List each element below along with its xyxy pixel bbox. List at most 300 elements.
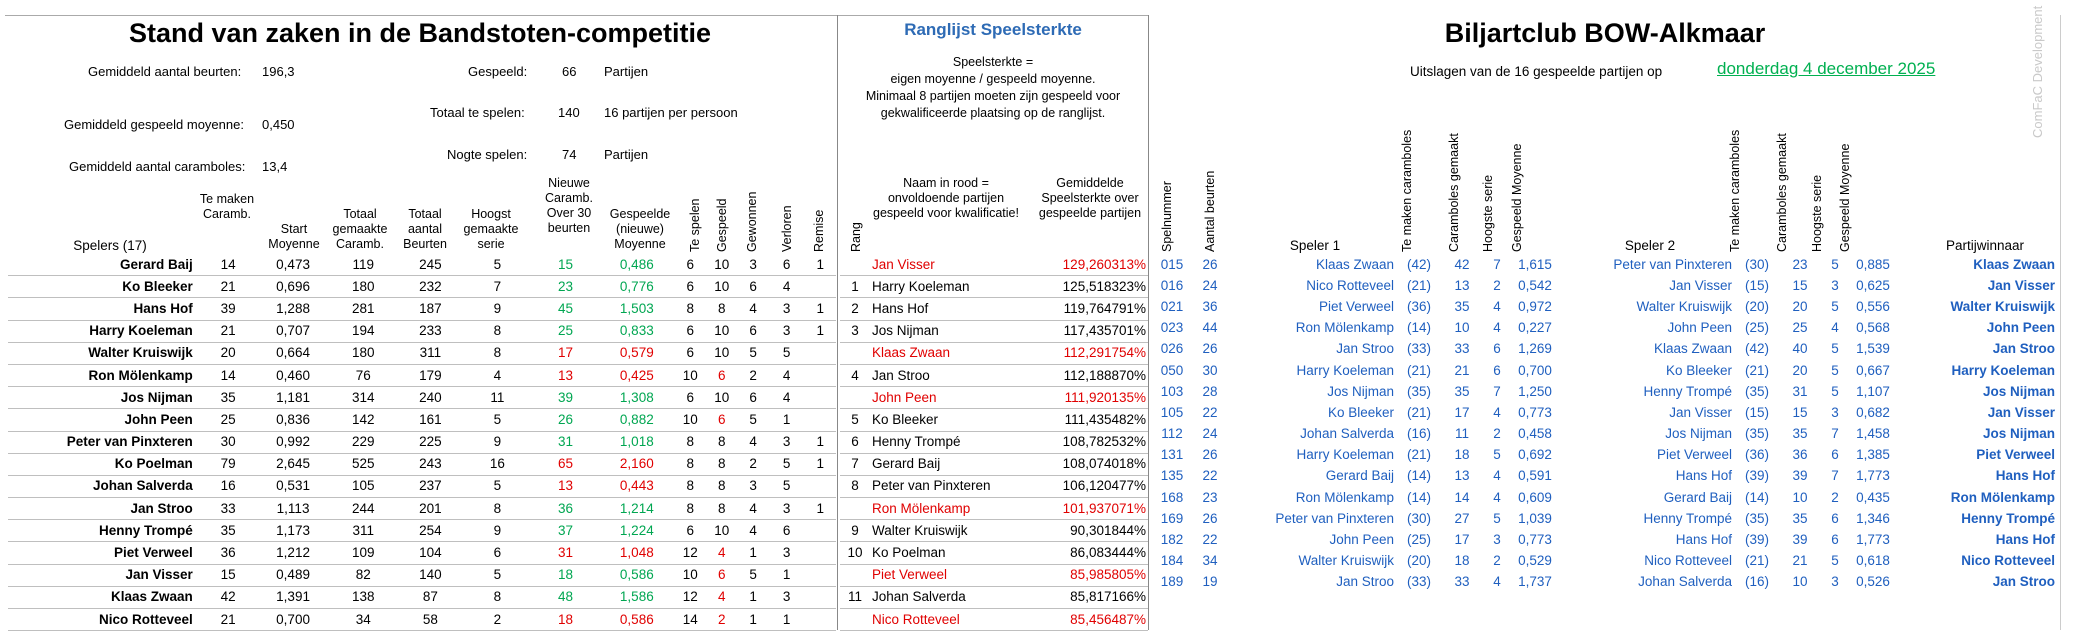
gespeelde-moyenne-cell: 1,503 bbox=[599, 298, 674, 320]
ranking-name: Johan Salverda bbox=[870, 586, 1020, 608]
te-maken1-cell: (36) bbox=[1406, 298, 1431, 314]
avg-moy-label: Gemiddeld gespeeld moyenne: bbox=[64, 117, 244, 132]
gemaakt1-cell: 17 bbox=[1454, 532, 1470, 548]
te-maken2-cell: (39) bbox=[1744, 468, 1769, 484]
player-name: Gerard Baij bbox=[8, 254, 199, 276]
spelnummer-cell: 105 bbox=[1160, 404, 1184, 420]
speler1-cell: Ron Mölenkamp bbox=[1295, 489, 1394, 505]
watermark: ComFaC Development bbox=[2030, 5, 2045, 138]
ranking-name: Harry Koeleman bbox=[870, 276, 1020, 298]
hdr-remise: Remise bbox=[812, 209, 826, 252]
moyenne1-cell: 0,529 bbox=[1518, 553, 1552, 569]
speelsterkte-cell: 108,074018% bbox=[1020, 453, 1148, 475]
avg-turns-value: 196,3 bbox=[262, 64, 295, 79]
te-maken-cell: 35 bbox=[199, 520, 258, 542]
remise-cell bbox=[804, 276, 836, 298]
hdr-gem1: Caramboles gemaakt bbox=[1447, 133, 1461, 252]
verloren-cell: 1 bbox=[769, 409, 805, 431]
totaal-car-cell: 314 bbox=[329, 387, 398, 409]
gespeelde-moyenne-cell: 0,586 bbox=[599, 609, 674, 631]
ranking-row bbox=[840, 498, 1148, 520]
remise-cell bbox=[804, 409, 836, 431]
hoogste-serie2-cell: 3 bbox=[1831, 277, 1839, 293]
gespeeld-cell: 10 bbox=[706, 520, 737, 542]
totaal-beurten-cell: 237 bbox=[398, 475, 463, 497]
player-name: Henny Trompé bbox=[8, 520, 199, 542]
result-row bbox=[1152, 360, 2057, 381]
player-name: Klaas Zwaan bbox=[8, 586, 199, 608]
hdr-winnaar: Partijwinnaar bbox=[1945, 238, 2025, 253]
hoogste-serie2-cell: 3 bbox=[1831, 574, 1839, 590]
moyenne2-cell: 1,346 bbox=[1856, 510, 1890, 526]
gemaakt1-cell: 14 bbox=[1454, 489, 1470, 505]
gespeeld-cell: 6 bbox=[706, 564, 737, 586]
gewonnen-cell: 1 bbox=[737, 586, 768, 608]
ranking-name: Hans Hof bbox=[870, 298, 1020, 320]
hdr-hoogst: Hoogst gemaakte serie bbox=[463, 207, 519, 251]
hoogst-serie-cell: 16 bbox=[463, 453, 532, 475]
table-row bbox=[8, 586, 836, 608]
totaal-beurten-cell: 187 bbox=[398, 298, 463, 320]
gespeelde-moyenne-cell: 2,160 bbox=[599, 453, 674, 475]
start-moyenne-cell: 2,645 bbox=[257, 453, 328, 475]
gespeeld-cell: 8 bbox=[706, 298, 737, 320]
te-spelen-cell: 10 bbox=[675, 364, 706, 386]
table-row bbox=[8, 254, 836, 276]
gespeeld-cell: 2 bbox=[706, 609, 737, 631]
player-name: Peter van Pinxteren bbox=[8, 431, 199, 453]
nieuwe-caramb-cell: 13 bbox=[532, 475, 599, 497]
ranking-row bbox=[840, 475, 1148, 497]
beurten-cell: 23 bbox=[1202, 489, 1218, 505]
ranking-row bbox=[840, 276, 1148, 298]
moyenne1-cell: 1,737 bbox=[1518, 574, 1552, 590]
hoogst-serie-cell: 6 bbox=[463, 542, 532, 564]
hdr-players: Spelers (17) bbox=[73, 238, 147, 253]
nieuwe-caramb-cell: 23 bbox=[532, 276, 599, 298]
ranking-name: Klaas Zwaan bbox=[870, 342, 1020, 364]
totaal-car-cell: 82 bbox=[329, 564, 398, 586]
hdr-speler2: Speler 2 bbox=[1624, 238, 1676, 253]
avg-turns-label: Gemiddeld aantal beurten: bbox=[88, 64, 242, 79]
player-name: Jan Stroo bbox=[8, 498, 199, 520]
verloren-cell: 5 bbox=[769, 342, 805, 364]
speelsterkte-cell: 125,518323% bbox=[1020, 276, 1148, 298]
ranking-name: Nico Rotteveel bbox=[870, 609, 1020, 631]
moyenne1-cell: 1,269 bbox=[1518, 341, 1552, 357]
hoogste-serie2-cell: 7 bbox=[1831, 468, 1839, 484]
result-row bbox=[1152, 572, 2057, 593]
hoogste-serie2-cell: 2 bbox=[1831, 489, 1839, 505]
remise-cell: 1 bbox=[804, 298, 836, 320]
hoogste-serie2-cell: 5 bbox=[1831, 362, 1839, 378]
start-moyenne-cell: 0,531 bbox=[257, 475, 328, 497]
gespeelde-moyenne-cell: 0,833 bbox=[599, 320, 674, 342]
start-moyenne-cell: 1,288 bbox=[257, 298, 328, 320]
speler2-cell: Jos Nijman bbox=[1665, 426, 1732, 442]
remise-cell: 1 bbox=[804, 453, 836, 475]
ranking-table bbox=[840, 254, 1148, 631]
speler1-cell: Jan Stroo bbox=[1336, 574, 1394, 590]
gemaakt2-cell: 25 bbox=[1792, 320, 1808, 336]
verloren-cell: 1 bbox=[769, 564, 805, 586]
hoogst-serie-cell: 4 bbox=[463, 364, 532, 386]
speler1-cell: Harry Koeleman bbox=[1296, 362, 1394, 378]
hdr-verloren: Verloren bbox=[780, 205, 794, 252]
start-moyenne-cell: 0,460 bbox=[257, 364, 328, 386]
te-spelen-cell: 8 bbox=[675, 298, 706, 320]
table-row bbox=[8, 387, 836, 409]
moyenne1-cell: 0,773 bbox=[1518, 532, 1552, 548]
start-moyenne-cell: 0,700 bbox=[257, 609, 328, 631]
gewonnen-cell: 1 bbox=[737, 542, 768, 564]
desc-line: Minimaal 8 partijen moeten zijn gespeeld voor bbox=[865, 89, 1121, 103]
speler1-cell: Walter Kruiswijk bbox=[1298, 553, 1394, 569]
spelnummer-cell: 026 bbox=[1160, 341, 1184, 357]
desc-line: Speelsterkte = bbox=[952, 55, 1034, 69]
gemaakt1-cell: 11 bbox=[1454, 426, 1469, 442]
nieuwe-caramb-cell: 15 bbox=[532, 254, 599, 276]
divider-right bbox=[1148, 15, 1149, 630]
speler2-cell: Johan Salverda bbox=[1638, 574, 1732, 590]
remise-cell bbox=[804, 609, 836, 631]
ranking-row bbox=[840, 586, 1148, 608]
results-date-link[interactable]: donderdag 4 december 2025 bbox=[1717, 59, 1936, 78]
total-value: 140 bbox=[558, 105, 580, 120]
remise-cell: 1 bbox=[804, 320, 836, 342]
remise-cell: 1 bbox=[804, 498, 836, 520]
gewonnen-cell: 6 bbox=[737, 320, 768, 342]
result-row bbox=[1152, 296, 2057, 317]
hoogste-serie1-cell: 4 bbox=[1493, 468, 1501, 484]
result-row bbox=[1152, 318, 2057, 339]
ranking-name: Jos Nijman bbox=[870, 320, 1020, 342]
spelnummer-cell: 021 bbox=[1160, 298, 1184, 314]
te-maken1-cell: (14) bbox=[1406, 320, 1431, 336]
totaal-car-cell: 180 bbox=[329, 342, 398, 364]
gewonnen-cell: 3 bbox=[737, 254, 768, 276]
ranking-row bbox=[840, 254, 1148, 276]
gewonnen-cell: 5 bbox=[737, 342, 768, 364]
beurten-cell: 28 bbox=[1202, 383, 1218, 399]
totaal-car-cell: 109 bbox=[329, 542, 398, 564]
remise-cell bbox=[804, 342, 836, 364]
rang-cell bbox=[840, 254, 870, 276]
spelnummer-cell: 015 bbox=[1160, 256, 1184, 272]
ranking-row bbox=[840, 431, 1148, 453]
moyenne2-cell: 1,773 bbox=[1856, 468, 1890, 484]
hoogste-serie2-cell: 6 bbox=[1831, 447, 1839, 463]
rang-cell: 9 bbox=[840, 520, 870, 542]
remain-label: Nogte spelen: bbox=[447, 147, 528, 162]
hdr-te2: Te maken caramboles bbox=[1728, 129, 1742, 252]
te-maken-cell: 14 bbox=[199, 364, 258, 386]
te-maken-cell: 15 bbox=[199, 564, 258, 586]
desc-line: gekwalificeerde plaatsing op de ranglijst. bbox=[880, 106, 1106, 120]
totaal-beurten-cell: 254 bbox=[398, 520, 463, 542]
hoogst-serie-cell: 5 bbox=[463, 564, 532, 586]
totaal-car-cell: 76 bbox=[329, 364, 398, 386]
totaal-car-cell: 244 bbox=[329, 498, 398, 520]
te-maken-cell: 33 bbox=[199, 498, 258, 520]
remise-cell: 1 bbox=[804, 254, 836, 276]
player-name: Walter Kruiswijk bbox=[8, 342, 199, 364]
gespeeld-cell: 8 bbox=[706, 453, 737, 475]
hoogst-serie-cell: 9 bbox=[463, 298, 532, 320]
avg-car-label: Gemiddeld aantal caramboles: bbox=[69, 159, 246, 174]
te-spelen-cell: 14 bbox=[675, 609, 706, 631]
desc-line: eigen moyenne / gespeeld moyenne. bbox=[890, 72, 1096, 86]
totaal-beurten-cell: 201 bbox=[398, 498, 463, 520]
verloren-cell: 5 bbox=[769, 475, 805, 497]
gespeeld-cell: 10 bbox=[706, 342, 737, 364]
avg-car-value: 13,4 bbox=[262, 159, 288, 174]
te-maken-cell: 42 bbox=[199, 586, 258, 608]
player-name: Ko Bleeker bbox=[8, 276, 199, 298]
speler2-cell: Nico Rotteveel bbox=[1644, 553, 1732, 569]
verloren-cell: 4 bbox=[769, 387, 805, 409]
beurten-cell: 44 bbox=[1202, 320, 1218, 336]
gemaakt2-cell: 35 bbox=[1792, 510, 1808, 526]
ranking-desc bbox=[838, 54, 1148, 122]
gespeelde-moyenne-cell: 1,214 bbox=[599, 498, 674, 520]
totaal-beurten-cell: 58 bbox=[398, 609, 463, 631]
start-moyenne-cell: 1,212 bbox=[257, 542, 328, 564]
te-maken-cell: 21 bbox=[199, 609, 258, 631]
hoogste-serie1-cell: 7 bbox=[1493, 383, 1501, 399]
hoogste-serie2-cell: 5 bbox=[1831, 298, 1839, 314]
gemaakt1-cell: 33 bbox=[1454, 341, 1470, 357]
hdr-moy2: Gespeeld Moyenne bbox=[1838, 143, 1852, 252]
moyenne2-cell: 0,667 bbox=[1856, 362, 1890, 378]
rang-cell: 3 bbox=[840, 320, 870, 342]
te-maken1-cell: (21) bbox=[1406, 277, 1431, 293]
speelsterkte-cell: 85,817166% bbox=[1020, 586, 1148, 608]
te-maken1-cell: (14) bbox=[1406, 489, 1431, 505]
gewonnen-cell: 6 bbox=[737, 387, 768, 409]
hdr-hs1: Hoogste serie bbox=[1481, 174, 1495, 252]
result-row bbox=[1152, 529, 2057, 550]
table-row bbox=[8, 609, 836, 631]
totaal-car-cell: 142 bbox=[329, 409, 398, 431]
te-maken1-cell: (20) bbox=[1406, 553, 1431, 569]
rang-cell bbox=[840, 564, 870, 586]
result-row bbox=[1152, 254, 2057, 275]
player-name: Nico Rotteveel bbox=[8, 609, 199, 631]
verloren-cell: 3 bbox=[769, 298, 805, 320]
winnaar-cell: Ron Mölenkamp bbox=[1950, 489, 2055, 505]
player-name: Ko Poelman bbox=[8, 453, 199, 475]
gespeeld-cell: 10 bbox=[706, 320, 737, 342]
standings-table bbox=[8, 254, 836, 631]
te-maken1-cell: (33) bbox=[1406, 341, 1431, 357]
hoogst-serie-cell: 8 bbox=[463, 320, 532, 342]
rang-cell: 11 bbox=[840, 586, 870, 608]
te-spelen-cell: 8 bbox=[675, 453, 706, 475]
te-maken1-cell: (30) bbox=[1406, 510, 1431, 526]
table-row bbox=[8, 520, 836, 542]
played-unit: Partijen bbox=[604, 64, 649, 79]
te-maken2-cell: (35) bbox=[1744, 383, 1769, 399]
winnaar-cell: Jan Visser bbox=[1987, 277, 2055, 293]
te-spelen-cell: 6 bbox=[675, 342, 706, 364]
result-row bbox=[1152, 275, 2057, 296]
rang-cell: 5 bbox=[840, 409, 870, 431]
te-maken-cell: 16 bbox=[199, 475, 258, 497]
gespeelde-moyenne-cell: 1,018 bbox=[599, 431, 674, 453]
ranking-name: Jan Visser bbox=[870, 254, 1020, 276]
gespeeld-cell: 6 bbox=[706, 364, 737, 386]
totaal-beurten-cell: 87 bbox=[398, 586, 463, 608]
hdr-te-spelen: Te spelen bbox=[688, 198, 702, 252]
gewonnen-cell: 4 bbox=[737, 498, 768, 520]
speler2-cell: Hans Hof bbox=[1675, 468, 1732, 484]
te-spelen-cell: 8 bbox=[675, 475, 706, 497]
te-maken1-cell: (21) bbox=[1406, 362, 1431, 378]
te-spelen-cell: 12 bbox=[675, 542, 706, 564]
winnaar-cell: John Peen bbox=[1986, 320, 2055, 336]
hdr-gespeelde: Gespeelde (nieuwe) Moyenne bbox=[609, 207, 671, 251]
te-spelen-cell: 6 bbox=[675, 276, 706, 298]
winnaar-cell: Jos Nijman bbox=[1982, 383, 2055, 399]
speler2-cell: Henny Trompé bbox=[1643, 383, 1732, 399]
speelsterkte-cell: 112,291754% bbox=[1020, 342, 1148, 364]
gewonnen-cell: 5 bbox=[737, 409, 768, 431]
speelsterkte-cell: 86,083444% bbox=[1020, 542, 1148, 564]
hdr-naam: Naam in rood = onvoldoende partijen gespeeld voor kwalificatie! bbox=[873, 176, 1019, 220]
start-moyenne-cell: 0,836 bbox=[257, 409, 328, 431]
verloren-cell: 3 bbox=[769, 498, 805, 520]
hdr-totaal-car: Totaal gemaakte Caramb. bbox=[332, 207, 388, 251]
te-maken1-cell: (14) bbox=[1406, 468, 1431, 484]
spelnummer-cell: 182 bbox=[1160, 532, 1184, 548]
hdr-sterkte: Gemiddelde Speelsterkte over gespeelde partijen bbox=[1038, 176, 1142, 220]
remain-unit: Partijen bbox=[604, 147, 649, 162]
ranking-name: Piet Verweel bbox=[870, 564, 1020, 586]
winnaar-cell: Hans Hof bbox=[1995, 468, 2055, 484]
rang-cell: 8 bbox=[840, 475, 870, 497]
start-moyenne-cell: 1,173 bbox=[257, 520, 328, 542]
te-maken-cell: 36 bbox=[199, 542, 258, 564]
hoogste-serie1-cell: 3 bbox=[1493, 532, 1501, 548]
gewonnen-cell: 1 bbox=[737, 609, 768, 631]
te-maken-cell: 39 bbox=[199, 298, 258, 320]
verloren-cell: 6 bbox=[769, 254, 805, 276]
gespeelde-moyenne-cell: 1,048 bbox=[599, 542, 674, 564]
moyenne2-cell: 0,625 bbox=[1856, 277, 1890, 293]
gemaakt1-cell: 13 bbox=[1454, 277, 1470, 293]
nieuwe-caramb-cell: 26 bbox=[532, 409, 599, 431]
gespeelde-moyenne-cell: 1,308 bbox=[599, 387, 674, 409]
speler2-cell: Jan Visser bbox=[1669, 277, 1732, 293]
winnaar-cell: Jan Stroo bbox=[1992, 341, 2055, 357]
totaal-car-cell: 229 bbox=[329, 431, 398, 453]
te-maken2-cell: (21) bbox=[1744, 362, 1769, 378]
totaal-car-cell: 34 bbox=[329, 609, 398, 631]
te-maken2-cell: (20) bbox=[1744, 298, 1769, 314]
hdr-rang: Rang bbox=[849, 222, 863, 252]
totaal-car-cell: 194 bbox=[329, 320, 398, 342]
gemaakt1-cell: 35 bbox=[1454, 298, 1470, 314]
te-spelen-cell: 6 bbox=[675, 520, 706, 542]
speelsterkte-cell: 112,188870% bbox=[1020, 364, 1148, 386]
start-moyenne-cell: 1,113 bbox=[257, 498, 328, 520]
rang-cell bbox=[840, 609, 870, 631]
hoogste-serie1-cell: 6 bbox=[1493, 362, 1501, 378]
totaal-beurten-cell: 225 bbox=[398, 431, 463, 453]
table-row bbox=[8, 298, 836, 320]
verloren-cell: 3 bbox=[769, 542, 805, 564]
te-maken-cell: 25 bbox=[199, 409, 258, 431]
played-value: 66 bbox=[562, 64, 577, 79]
ranking-name: Ko Poelman bbox=[870, 542, 1020, 564]
gespeeld-cell: 10 bbox=[706, 254, 737, 276]
nieuwe-caramb-cell: 25 bbox=[532, 320, 599, 342]
moyenne1-cell: 1,615 bbox=[1518, 256, 1552, 272]
te-maken1-cell: (16) bbox=[1406, 426, 1431, 442]
gespeelde-moyenne-cell: 0,486 bbox=[599, 254, 674, 276]
spelnummer-cell: 189 bbox=[1160, 574, 1184, 590]
te-maken1-cell: (21) bbox=[1406, 404, 1431, 420]
totaal-beurten-cell: 104 bbox=[398, 542, 463, 564]
gemaakt1-cell: 35 bbox=[1454, 383, 1470, 399]
speler1-cell: Klaas Zwaan bbox=[1315, 256, 1394, 272]
verloren-cell: 4 bbox=[769, 364, 805, 386]
beurten-cell: 26 bbox=[1202, 341, 1218, 357]
hoogste-serie1-cell: 2 bbox=[1493, 426, 1501, 442]
start-moyenne-cell: 0,664 bbox=[257, 342, 328, 364]
moyenne1-cell: 0,542 bbox=[1518, 277, 1552, 293]
ranking-row bbox=[840, 320, 1148, 342]
te-maken2-cell: (35) bbox=[1744, 426, 1769, 442]
hoogste-serie1-cell: 4 bbox=[1493, 489, 1501, 505]
totaal-car-cell: 138 bbox=[329, 586, 398, 608]
moyenne2-cell: 1,107 bbox=[1856, 383, 1890, 399]
hoogste-serie2-cell: 5 bbox=[1831, 256, 1839, 272]
start-moyenne-cell: 0,707 bbox=[257, 320, 328, 342]
gewonnen-cell: 3 bbox=[737, 475, 768, 497]
hoogste-serie1-cell: 5 bbox=[1493, 447, 1501, 463]
rang-cell bbox=[840, 342, 870, 364]
nieuwe-caramb-cell: 48 bbox=[532, 586, 599, 608]
nieuwe-caramb-cell: 31 bbox=[532, 431, 599, 453]
beurten-cell: 30 bbox=[1202, 362, 1218, 378]
spelnummer-cell: 135 bbox=[1160, 468, 1184, 484]
speler2-cell: Piet Verweel bbox=[1656, 447, 1732, 463]
winnaar-cell: Henny Trompé bbox=[1961, 510, 2055, 526]
table-row bbox=[8, 364, 836, 386]
hoogste-serie1-cell: 5 bbox=[1493, 510, 1501, 526]
table-row bbox=[8, 409, 836, 431]
speelsterkte-cell: 117,435701% bbox=[1020, 320, 1148, 342]
ranking-name: Ron Mölenkamp bbox=[870, 498, 1020, 520]
player-name: Ron Mölenkamp bbox=[8, 364, 199, 386]
gemaakt2-cell: 39 bbox=[1792, 468, 1808, 484]
te-maken1-cell: (33) bbox=[1406, 574, 1431, 590]
player-name: Piet Verweel bbox=[8, 542, 199, 564]
te-maken2-cell: (42) bbox=[1744, 341, 1769, 357]
te-maken-cell: 14 bbox=[199, 254, 258, 276]
ranking-name: Henny Trompé bbox=[870, 431, 1020, 453]
hoogste-serie1-cell: 2 bbox=[1493, 553, 1501, 569]
beurten-cell: 22 bbox=[1202, 468, 1218, 484]
totaal-beurten-cell: 232 bbox=[398, 276, 463, 298]
hoogst-serie-cell: 11 bbox=[463, 387, 532, 409]
te-spelen-cell: 12 bbox=[675, 586, 706, 608]
hoogste-serie2-cell: 7 bbox=[1831, 426, 1839, 442]
spelnummer-cell: 169 bbox=[1160, 510, 1184, 526]
hdr-hs2: Hoogste serie bbox=[1810, 174, 1824, 252]
